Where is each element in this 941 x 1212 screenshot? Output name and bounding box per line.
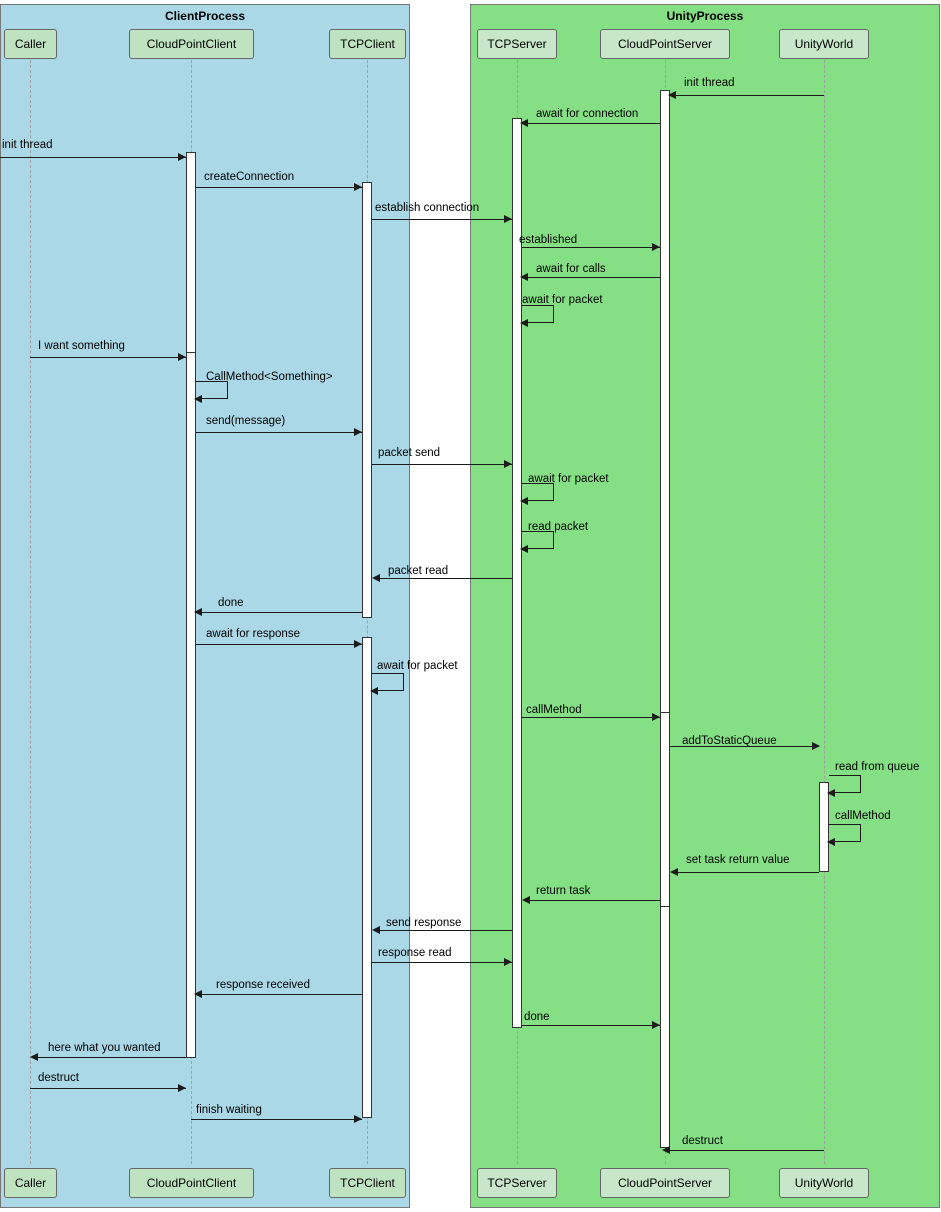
group-unity-process: [470, 4, 940, 1208]
arrowhead-finish-waiting: [354, 1115, 362, 1123]
activation-tcpclient-connection: [362, 182, 372, 618]
msgline-establish-connection: [372, 219, 512, 220]
arrowhead-init-thread-client: [178, 153, 186, 161]
participant-cloudpointserver-top[interactable]: CloudPointServer: [600, 29, 730, 59]
arrowhead-await-for-packet-3: [370, 687, 378, 695]
msgline-packet-read: [380, 578, 512, 579]
msgline-init-thread-unity: [670, 95, 824, 96]
msgline-i-want-something: [30, 357, 186, 358]
arrowhead-send-response: [372, 926, 380, 934]
msglabel-done-1: done: [218, 597, 244, 609]
msglabel-return-task: return task: [536, 885, 591, 897]
activation-cloudpointclient-init: [186, 152, 196, 357]
arrowhead-await-for-connection: [520, 119, 528, 127]
arrowhead-response-read: [504, 958, 512, 966]
msglabel-await-for-response: await for response: [206, 628, 300, 640]
participant-caller-bottom[interactable]: Caller: [4, 1168, 57, 1198]
participant-unityworld-bottom[interactable]: UnityWorld: [779, 1168, 869, 1198]
msglabel-destruct-client: destruct: [38, 1072, 79, 1084]
msglabel-i-want-something: I want something: [38, 340, 125, 352]
msglabel-await-for-packet-1: await for packet: [522, 294, 603, 306]
msglabel-create-connection: createConnection: [204, 171, 295, 183]
msglabel-call-method-1: callMethod: [526, 704, 582, 716]
group-client-process: [0, 4, 410, 1208]
lifeline-caller: [30, 60, 31, 1164]
participant-cloudpointclient-top[interactable]: CloudPointClient: [129, 29, 254, 59]
arrowhead-return-task: [522, 896, 530, 904]
arrowhead-call-method-something: [194, 395, 202, 403]
arrowhead-call-method-2: [827, 838, 835, 846]
arrowhead-create-connection: [354, 183, 362, 191]
group-client-process-title: ClientProcess: [164, 9, 246, 23]
msglabel-call-method-something: CallMethod<Something>: [206, 371, 333, 383]
msgline-response-read: [372, 962, 512, 963]
participant-caller-top[interactable]: Caller: [4, 29, 57, 59]
msgline-create-connection: [196, 187, 362, 188]
participant-tcpserver-top[interactable]: TCPServer: [477, 29, 557, 59]
arrowhead-init-thread-unity: [668, 91, 676, 99]
participant-unityworld-top[interactable]: UnityWorld: [779, 29, 869, 59]
arrowhead-await-for-packet-2: [520, 497, 528, 505]
activation-tcpserver-main: [512, 118, 522, 1028]
msglabel-here-what-you-wanted: here what you wanted: [48, 1042, 161, 1054]
participant-cloudpointclient-bottom[interactable]: CloudPointClient: [129, 1168, 254, 1198]
msglabel-established: established: [519, 234, 578, 246]
msglabel-packet-read: packet read: [388, 565, 449, 577]
msglabel-set-task-return-value: set task return value: [686, 854, 790, 866]
msglabel-init-thread-unity: init thread: [684, 77, 735, 89]
msgline-destruct-client: [30, 1088, 186, 1089]
msgline-done-2: [522, 1025, 660, 1026]
msglabel-done-2: done: [524, 1011, 550, 1023]
arrowhead-await-for-calls: [520, 273, 528, 281]
arrowhead-done-2: [652, 1021, 660, 1029]
msglabel-send-message: send(message): [206, 415, 286, 427]
msgline-await-for-response: [196, 644, 362, 645]
msglabel-await-for-packet-3: await for packet: [377, 660, 458, 672]
msgline-packet-send: [372, 464, 512, 465]
arrowhead-packet-read: [372, 574, 380, 582]
arrowhead-destruct-unity: [662, 1146, 670, 1154]
msgline-init-thread-client: [0, 157, 186, 158]
msgline-send-response: [380, 930, 512, 931]
msglabel-finish-waiting: finish waiting: [196, 1104, 262, 1116]
msglabel-add-to-static-queue: addToStaticQueue: [682, 735, 777, 747]
arrowhead-add-to-static-queue: [812, 742, 820, 750]
msglabel-destruct-unity: destruct: [682, 1135, 723, 1147]
arrowhead-done-1: [194, 608, 202, 616]
arrowhead-call-method-1: [652, 713, 660, 721]
activation-tcpclient-await: [362, 637, 372, 1118]
msgline-destruct-unity: [670, 1150, 824, 1151]
activation-cloudpointclient-call: [186, 352, 196, 1058]
participant-cloudpointserver-bottom[interactable]: CloudPointServer: [600, 1168, 730, 1198]
msglabel-read-packet: read packet: [528, 521, 589, 533]
arrowhead-await-for-response: [354, 640, 362, 648]
msgline-await-for-connection: [522, 123, 660, 124]
msglabel-call-method-2: callMethod: [835, 810, 891, 822]
participant-tcpserver-bottom[interactable]: TCPServer: [477, 1168, 557, 1198]
arrowhead-establish-connection: [504, 215, 512, 223]
arrowhead-destruct-client: [178, 1084, 186, 1092]
msglabel-read-from-queue: read from queue: [835, 761, 920, 773]
arrowhead-read-from-queue: [827, 789, 835, 797]
msglabel-await-for-packet-2: await for packet: [528, 473, 609, 485]
msgline-finish-waiting: [191, 1119, 362, 1120]
msglabel-init-thread-client: init thread: [2, 139, 53, 151]
activation-cloudpointserver-main: [660, 90, 670, 1148]
msglabel-packet-send: packet send: [378, 447, 441, 459]
msglabel-establish-connection: establish connection: [375, 202, 480, 214]
msgline-call-method-1: [522, 717, 660, 718]
arrowhead-i-want-something: [178, 353, 186, 361]
msgline-return-task: [530, 900, 660, 901]
arrowhead-established: [652, 243, 660, 251]
msglabel-await-for-connection: await for connection: [536, 108, 639, 120]
arrowhead-packet-send: [504, 460, 512, 468]
msglabel-response-received: response received: [216, 979, 310, 991]
msgline-done-1: [196, 612, 362, 613]
msglabel-send-response: send response: [386, 917, 462, 929]
activation-cloudpointserver-callmethod: [660, 712, 670, 907]
msglabel-await-for-calls: await for calls: [536, 263, 606, 275]
arrowhead-response-received: [194, 990, 202, 998]
msgline-await-for-calls: [522, 277, 660, 278]
group-unity-process-title: UnityProcess: [666, 9, 744, 23]
msglabel-response-read: response read: [378, 947, 452, 959]
arrowhead-send-message: [354, 428, 362, 436]
arrowhead-here-what-you-wanted: [30, 1053, 38, 1061]
msgline-response-received: [196, 994, 362, 995]
msgline-set-task-return-value: [678, 872, 819, 873]
msgline-here-what-you-wanted: [38, 1057, 186, 1058]
msgline-send-message: [196, 432, 362, 433]
participant-tcpclient-bottom[interactable]: TCPClient: [329, 1168, 406, 1198]
arrowhead-read-packet: [520, 545, 528, 553]
arrowhead-set-task-return-value: [670, 868, 678, 876]
arrowhead-await-for-packet-1: [520, 319, 528, 327]
participant-tcpclient-top[interactable]: TCPClient: [329, 29, 406, 59]
lifeline-unityworld: [824, 60, 825, 1164]
msgline-established: [522, 247, 660, 248]
